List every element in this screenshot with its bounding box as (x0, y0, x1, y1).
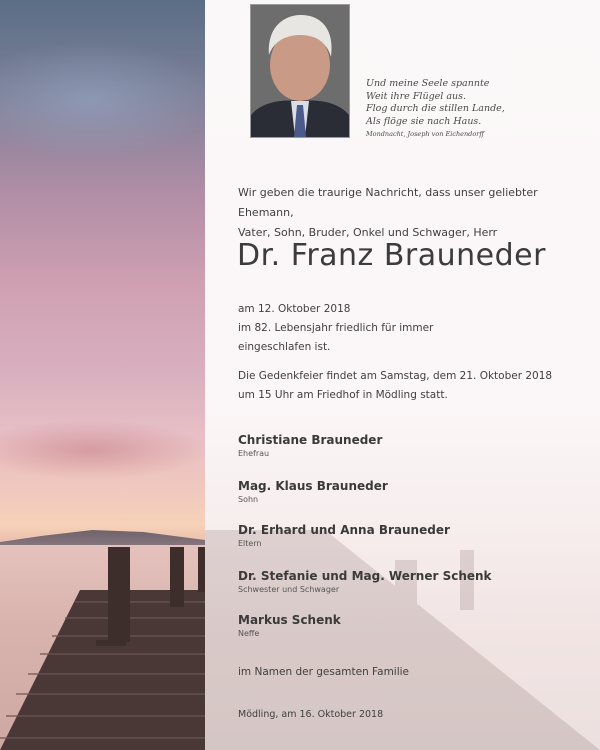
mourner (238, 568, 578, 596)
memorial-poem (366, 78, 596, 139)
death-line: eingeschlafen ist. (238, 341, 331, 353)
poem-line: Weit ihre Flügel aus. (366, 90, 467, 102)
mourner-name: Dr. Stefanie und Mag. Werner Schenk (238, 569, 492, 583)
pier-posts (0, 545, 205, 665)
mourner-relation: Neffe (238, 629, 260, 638)
mourner-name: Mag. Klaus Brauneder (238, 479, 388, 493)
announcement-line: Vater, Sohn, Bruder, Onkel und Schwager, Herr (238, 226, 498, 239)
ceremony-line: um 15 Uhr am Friedhof in Mödling statt. (238, 389, 448, 401)
death-details (238, 300, 578, 357)
sunset-pier-photo (0, 0, 205, 750)
ceremony-line: Die Gedenkfeier findet am Samstag, dem 21. Oktober 2018 (238, 370, 553, 382)
mourner (238, 478, 578, 506)
death-line: am 12. Oktober 2018 (238, 303, 351, 315)
mourner-relation: Schwester und Schwager (238, 585, 340, 594)
announcement-text (238, 183, 588, 243)
cloud (0, 420, 205, 480)
poem-line: Und meine Seele spannte (366, 78, 490, 89)
ceremony-details (238, 367, 578, 405)
poem-line: Flog durch die stillen Lande, (366, 103, 505, 114)
cloud (0, 40, 205, 160)
mourner-name: Markus Schenk (238, 613, 341, 627)
mourner (238, 612, 578, 640)
mourner-relation: Ehefrau (238, 449, 270, 458)
announcement-line: Wir geben die traurige Nachricht, dass unser geliebter Ehemann, (238, 186, 538, 219)
obituary-content (205, 0, 600, 750)
place-and-date: Mödling, am 16. Oktober 2018 (238, 709, 384, 720)
mourner-relation: Eltern (238, 539, 262, 548)
mourner-name: Christiane Brauneder (238, 433, 383, 447)
family-signature: im Namen der gesamten Familie (238, 666, 410, 678)
poem-source: Mondnacht, Joseph von Eichendorff (366, 130, 484, 138)
mourner-name: Dr. Erhard und Anna Brauneder (238, 523, 450, 537)
mourner (238, 432, 578, 460)
mourner-relation: Sohn (238, 495, 259, 504)
death-line: im 82. Lebensjahr friedlich für immer (238, 322, 434, 334)
poem-line: Als flöge sie nach Haus. (366, 115, 482, 127)
deceased-name: Dr. Franz Brauneder (237, 238, 546, 273)
portrait-photo (250, 4, 350, 138)
mourner (238, 522, 578, 550)
